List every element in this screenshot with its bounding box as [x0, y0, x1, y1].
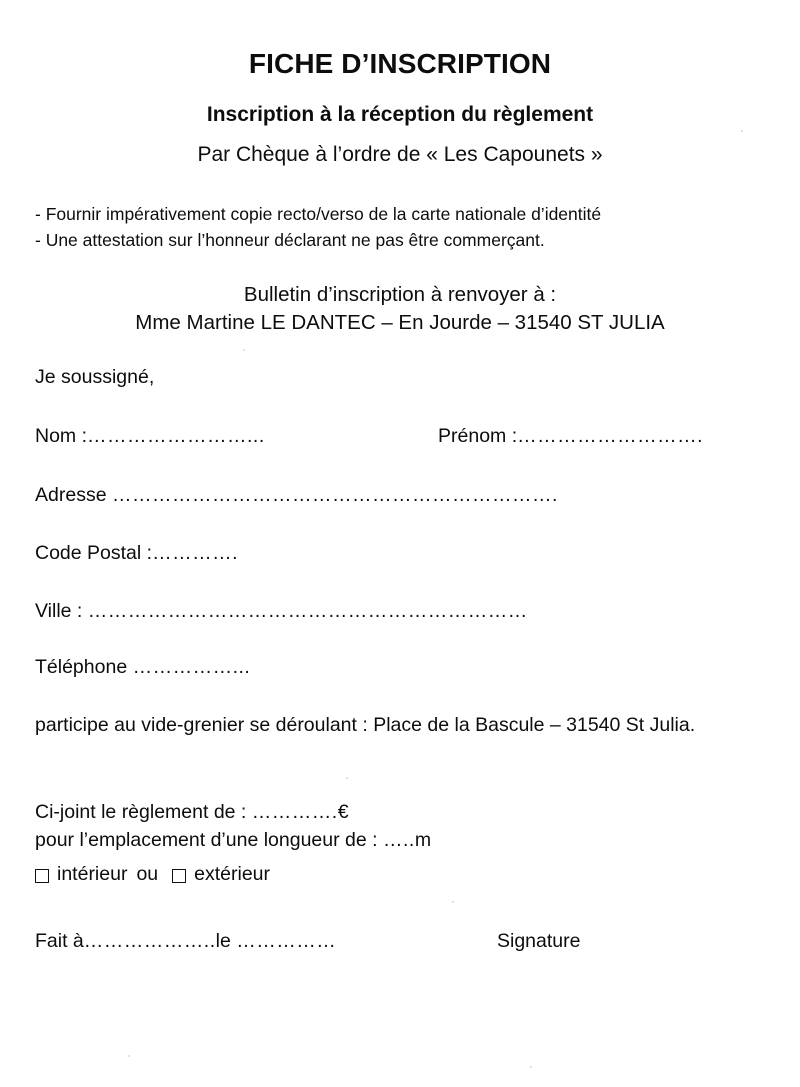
currency-symbol: €: [337, 801, 349, 823]
field-row-code-postal: [35, 542, 238, 565]
length-unit: m: [414, 829, 432, 852]
scan-speck: [452, 901, 454, 903]
ville-label: Ville :: [35, 600, 83, 622]
prenom-label: Prénom :: [438, 425, 518, 447]
length-label: pour l’emplacement d’une longueur de :: [35, 829, 383, 852]
requirement-item: - Une attestation sur l’honneur déclarant ne pas être commerçant.: [35, 229, 545, 250]
field-row-nom: [35, 425, 265, 448]
field-row-telephone: [35, 656, 250, 679]
requirements-list: [35, 202, 775, 254]
send-to-instruction: Bulletin d’inscription à renvoyer à :: [243, 283, 557, 306]
payment-details-block: [35, 798, 431, 854]
adresse-label: Adresse: [35, 484, 107, 506]
ville-input[interactable]: …………………………………………………………: [87, 600, 528, 622]
prenom-input[interactable]: ……………………….: [517, 425, 704, 447]
adresse-input[interactable]: ………………………………………………………….: [111, 484, 558, 506]
scan-speck: [741, 130, 743, 132]
length-line: [35, 826, 431, 854]
telephone-input[interactable]: ……………...: [132, 656, 251, 678]
scan-speck: [128, 1055, 130, 1057]
scan-speck: [243, 349, 245, 351]
code-postal-label: Code Postal :: [35, 542, 153, 564]
code-postal-input[interactable]: ………….: [152, 542, 238, 564]
undersigned-text: Je soussigné,: [35, 366, 155, 388]
checkbox-interieur[interactable]: [35, 869, 49, 883]
page-title: FICHE D’INSCRIPTION: [248, 47, 552, 79]
scan-speck: [530, 1066, 532, 1068]
field-row-prenom: [438, 425, 703, 448]
interieur-label: intérieur: [57, 863, 128, 885]
payment-instruction: Par Chèque à l’ordre de « Les Capounets »: [197, 143, 603, 166]
participation-statement: participe au vide-grenier se déroulant : Place de la Bascule – 31540 St Julia.: [35, 714, 696, 736]
requirement-item: - Fournir impérativement copie recto/verso de la carte nationale d’identité: [35, 204, 602, 224]
amount-line: [35, 798, 431, 826]
le-input[interactable]: ……………: [236, 930, 337, 952]
send-to-address: Mme Martine LE DANTEC – En Jourde – 31540 ST JULIA: [135, 311, 665, 335]
choice-separator: ou: [136, 863, 159, 885]
length-input[interactable]: …..: [382, 829, 415, 852]
telephone-label: Téléphone: [35, 656, 128, 678]
fait-a-input[interactable]: ………………..: [83, 930, 216, 952]
scan-speck: [346, 777, 348, 779]
amount-label: Ci-joint le règlement de :: [35, 801, 252, 823]
field-row-ville: [35, 600, 528, 623]
checkbox-exterieur[interactable]: [172, 869, 186, 883]
fait-a-label: Fait à: [35, 930, 84, 952]
exterieur-label: extérieur: [194, 863, 271, 885]
placement-choices: [35, 863, 270, 886]
fait-a-row: [35, 930, 336, 953]
amount-input[interactable]: ………….: [251, 801, 338, 823]
document-subtitle: Inscription à la réception du règlement: [206, 103, 594, 127]
nom-label: Nom :: [35, 425, 88, 447]
send-to-block: [0, 281, 800, 338]
signature-label: Signature: [497, 930, 581, 952]
nom-input[interactable]: ……………………...: [87, 425, 265, 447]
field-row-adresse: [35, 484, 558, 507]
le-label: le: [215, 930, 231, 952]
